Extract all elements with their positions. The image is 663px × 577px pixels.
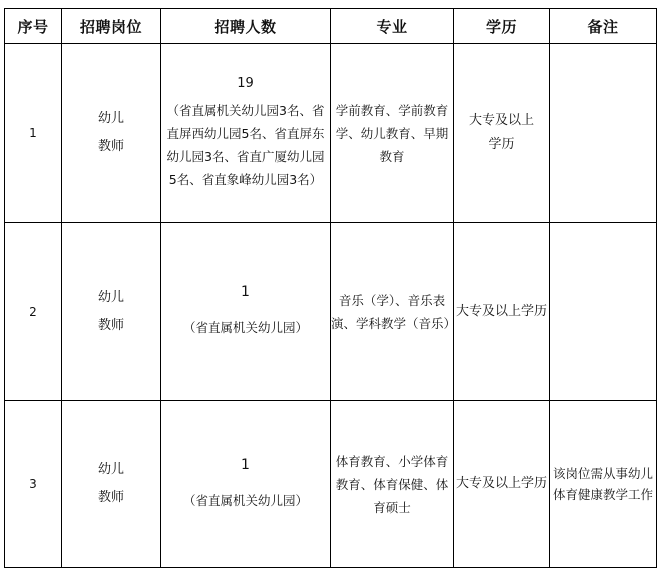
cell-education: 大专及以上学历 [454, 223, 550, 401]
table-row [5, 223, 657, 401]
cell-remark [550, 223, 657, 401]
table-row [5, 401, 657, 568]
header-post: 招聘岗位 [62, 9, 161, 44]
header-seq: 序号 [5, 9, 62, 44]
header-major: 专业 [331, 9, 454, 44]
header-count: 招聘人数 [161, 9, 331, 44]
post-line: 幼儿 [97, 289, 124, 305]
cell-major: 学前教育、学前教育学、幼儿教育、早期教育 [331, 44, 454, 223]
header-row [5, 9, 657, 44]
cell-post [62, 401, 161, 568]
count-number: 19 [237, 75, 254, 91]
count-detail: （省直属机关幼儿园3名、省直屏西幼儿园5名、省直屏东幼儿园3名、省直广厦幼儿园5名、省直象峰幼儿园3名） [166, 102, 325, 187]
cell-count [161, 223, 331, 401]
cell-seq: 2 [5, 223, 62, 401]
count-number: 1 [241, 284, 250, 300]
cell-seq: 3 [5, 401, 62, 568]
count-number: 1 [241, 456, 250, 473]
recruitment-table [4, 8, 657, 568]
cell-post [62, 44, 161, 223]
post-line: 教师 [97, 139, 124, 154]
count-detail: （省直属机关幼儿园） [182, 320, 308, 335]
post-line: 幼儿 [97, 111, 124, 126]
cell-major: 体育教育、小学体育教育、体育保健、体育硕士 [331, 401, 454, 568]
post-line: 教师 [97, 490, 124, 505]
count-detail: （省直属机关幼儿园） [182, 492, 308, 508]
header-education: 学历 [454, 9, 550, 44]
cell-post [62, 223, 161, 401]
post-line: 幼儿 [97, 462, 124, 477]
cell-count [161, 401, 331, 568]
cell-education: 大专及以上学历 [454, 401, 550, 568]
cell-seq: 1 [5, 44, 62, 223]
cell-count [161, 44, 331, 223]
cell-education: 大专及以上学历 [454, 44, 550, 223]
cell-remark [550, 44, 657, 223]
cell-remark: 该岗位需从事幼儿体育健康教学工作 [550, 401, 657, 568]
header-remark: 备注 [550, 9, 657, 44]
post-line: 教师 [97, 317, 124, 333]
table-row [5, 44, 657, 223]
cell-major: 音乐（学）、音乐表演、学科教学（音乐） [331, 223, 454, 401]
